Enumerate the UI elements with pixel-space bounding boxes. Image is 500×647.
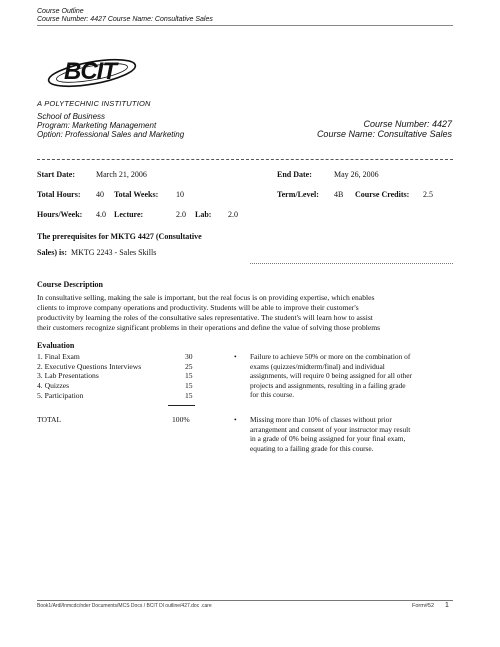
note-line: assignments, will require 0 being assigned for all other — [250, 371, 412, 381]
evaluation-item-label: 3. Lab Presentations — [37, 371, 99, 381]
evaluation-list — [37, 352, 197, 401]
start-date-label: Start Date: — [37, 170, 75, 179]
bullet-icon: • — [234, 415, 237, 424]
prereq-course: MKTG 2243 - Sales Skills — [71, 248, 157, 257]
course-number: Course Number: 4427 — [363, 119, 452, 129]
term-level-value: 4B — [334, 190, 344, 199]
prereq-rule — [250, 263, 453, 264]
note-line: Failure to achieve 50% or more on the combination of — [250, 352, 411, 361]
start-date-value: March 21, 2006 — [96, 170, 147, 179]
section-rule — [37, 159, 453, 160]
description-body — [37, 293, 467, 333]
logo-tagline: A POLYTECHNIC INSTITUTION — [37, 99, 151, 108]
description-line: productivity by learning the roles of the consultative sales representative. The student's will learn how to assist — [37, 313, 373, 322]
evaluation-item — [37, 362, 197, 372]
total-label: TOTAL — [37, 415, 62, 424]
prereq-line-2 — [37, 242, 156, 260]
program-name: Program: Marketing Management — [37, 121, 157, 130]
total-value: 100% — [172, 415, 190, 424]
evaluation-item-label: 2. Executive Questions Interviews — [37, 361, 142, 371]
evaluation-item-value: 15 — [185, 390, 193, 400]
description-line: their customers recognize significant problems in their operations and define the value of solving those problems — [37, 323, 381, 332]
term-level-label: Term/Level: — [277, 190, 319, 199]
evaluation-heading: Evaluation — [37, 341, 75, 350]
total-hours-label: Total Hours: — [37, 190, 81, 199]
evaluation-item-value: 25 — [185, 361, 193, 371]
note-line: in a grade of 0% being assigned for your final exam, — [250, 434, 406, 444]
description-heading: Course Description — [37, 280, 103, 289]
evaluation-item-label: 4. Quizzes — [37, 381, 70, 391]
footer-rule — [37, 600, 453, 601]
course-line: Course Number: 4427 Course Name: Consultative Sales — [37, 16, 213, 23]
hours-week-label: Hours/Week: — [37, 210, 83, 219]
evaluation-item — [37, 391, 197, 401]
note-line: equating to a failing grade for this course. — [250, 443, 374, 453]
total-rule — [168, 405, 195, 406]
note-failure — [250, 352, 450, 400]
evaluation-item-label: 5. Participation — [37, 390, 84, 400]
school-name: School of Business — [37, 112, 106, 121]
evaluation-item-value: 30 — [185, 352, 193, 361]
footer-form: Form#52 — [412, 603, 435, 609]
course-credits-label: Course Credits: — [355, 190, 410, 199]
lab-value: 2.0 — [228, 210, 238, 219]
logo-text: BCIT — [64, 58, 116, 85]
page-number: 1 — [445, 602, 449, 609]
document-title: Course Outline — [37, 8, 84, 15]
total-weeks-value: 10 — [176, 190, 184, 199]
evaluation-item — [37, 381, 197, 391]
prereq-label: Sales) is: — [37, 248, 67, 257]
hours-week-value: 4.0 — [96, 210, 106, 219]
footer-path: Book1/Ardl/Inmcdc/nder Documents/MCS Docs / BCIT Dl outline/427.doc .care — [37, 603, 212, 609]
end-date-label: End Date: — [277, 170, 312, 179]
prereq-line-1: The prerequisites for MKTG 4427 (Consultative — [37, 232, 202, 241]
description-line: In consultative selling, making the sale is important, but the real focus is on providing expertise, which enables — [37, 293, 375, 302]
end-date-value: May 26, 2006 — [334, 170, 379, 179]
lab-label: Lab: — [195, 210, 212, 219]
bullet-icon: • — [234, 352, 237, 361]
note-line: projects and assignments, resulting in a failing grade — [250, 380, 406, 390]
note-line: Missing more than 10% of classes without prior — [250, 415, 392, 424]
course-credits-value: 2.5 — [423, 190, 433, 199]
lecture-value: 2.0 — [176, 210, 186, 219]
note-line: exams (quizzes/midterm/final) and individual — [250, 361, 385, 371]
evaluation-item-value: 15 — [185, 381, 193, 391]
evaluation-item-label: 1. Final Exam — [37, 352, 80, 361]
evaluation-item-value: 15 — [185, 371, 193, 381]
option-name: Option: Professional Sales and Marketing — [37, 130, 185, 139]
evaluation-item — [37, 371, 197, 381]
note-line: arrangement and consent of your instructor may result — [250, 424, 411, 434]
lecture-label: Lecture: — [114, 210, 144, 219]
bcit-logo — [40, 55, 140, 97]
total-weeks-label: Total Weeks: — [114, 190, 159, 199]
course-name: Course Name: Consultative Sales — [316, 129, 452, 139]
evaluation-item — [37, 352, 197, 362]
note-attendance — [250, 415, 450, 453]
header-rule — [37, 25, 453, 26]
note-line: for this course. — [250, 390, 295, 400]
total-hours-value: 40 — [96, 190, 104, 199]
description-line: clients to improve company operations and productivity. Students will be able to improve their customer's — [37, 303, 359, 312]
